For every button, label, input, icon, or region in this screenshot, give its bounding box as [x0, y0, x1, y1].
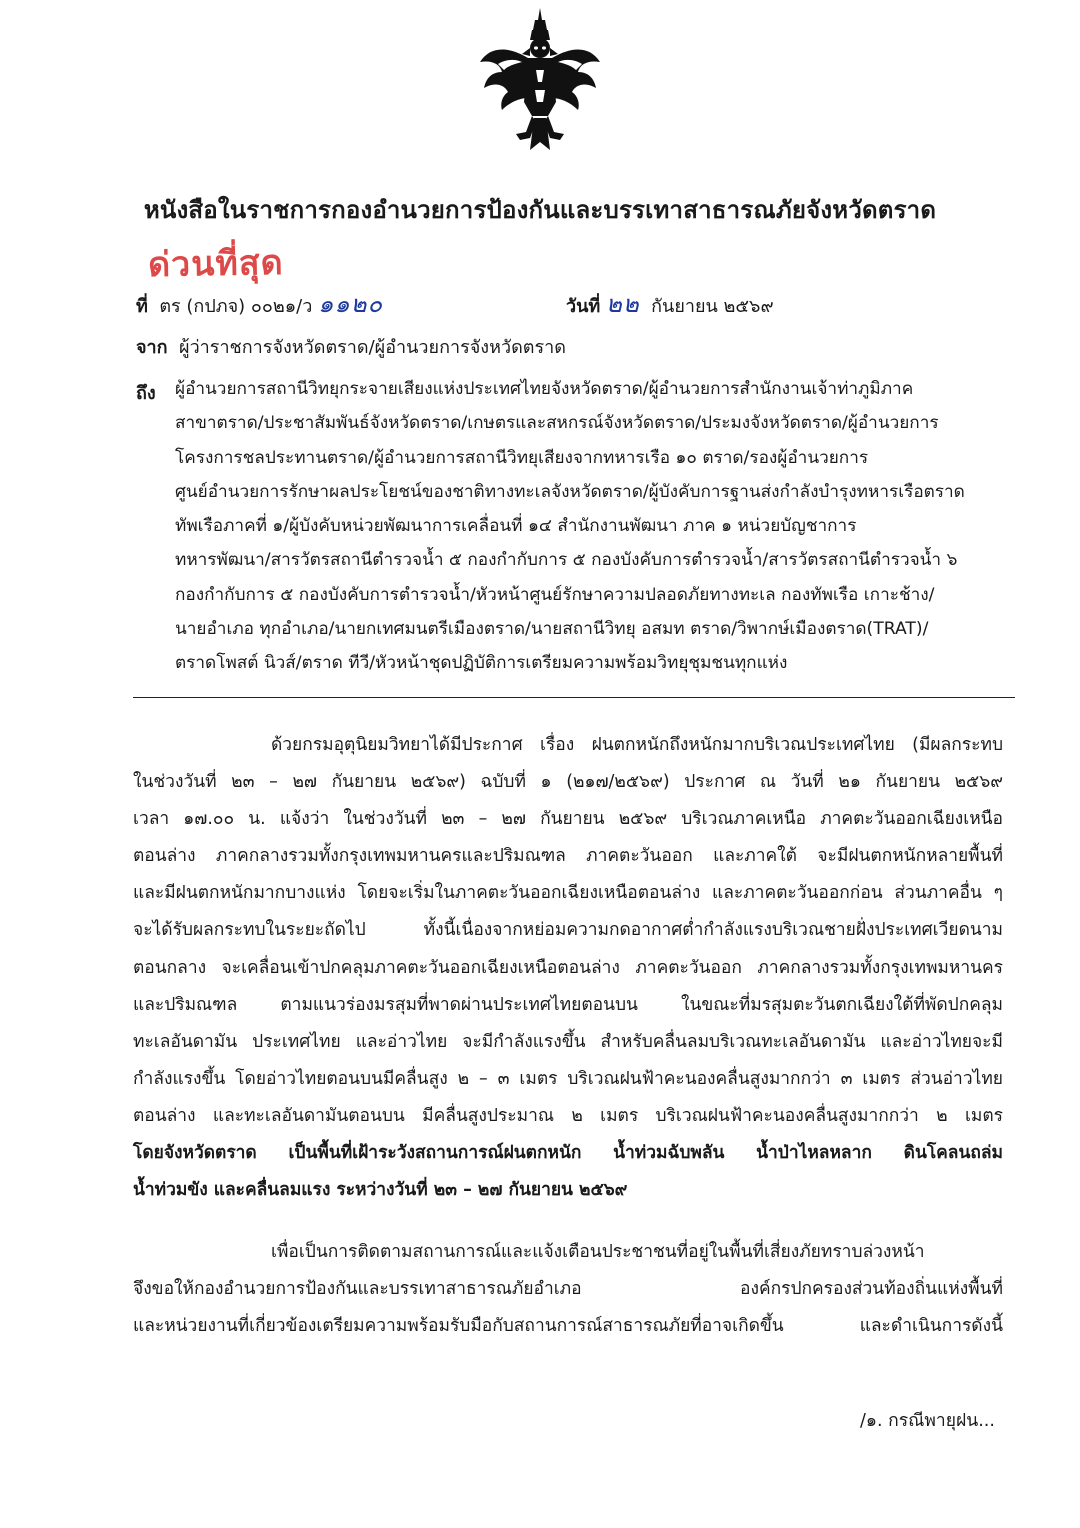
recipient-line: กองกำกับการ ๕ กองบังคับการตำรวจน้ำ/หัวหน้าศูนย์รักษาความปลอดภัยทางทะเล กองทัพเรือ เกาะช้าง/: [175, 584, 935, 605]
paragraph-line: ด้วยกรมอุตุนิยมวิทยาได้มีประกาศ เรื่อง ฝนตกหนักถึงหนักมากบริเวณประเทศไทย (มีผลกระทบ: [271, 735, 1003, 755]
paragraph-line-emphasis: น้ำท่วมขัง และคลื่นลมแรง ระหว่างวันที่ ๒๓ – ๒๗ กันยายน ๒๕๖๙: [133, 1180, 628, 1201]
recipient-line: สาขาตราด/ประชาสัมพันธ์จังหวัดตราด/เกษตรและสหกรณ์จังหวัดตราด/ประมงจังหวัดตราด/ผู้อำนวยการ: [175, 413, 939, 434]
from-value: ผู้ว่าราชการจังหวัดตราด/ผู้อำนวยการจังหวัดตราด: [179, 337, 566, 358]
recipient-list: [175, 372, 1015, 681]
paragraph-line: และปริมณฑล ตามแนวร่องมรสุมที่พาดผ่านประเทศไทยตอนบน ในขณะที่มรสุมตะวันตกเฉียงใต้ที่พัดปกคลุม: [133, 994, 1003, 1015]
paragraph-line: จะได้รับผลกระทบในระยะถัดไป ทั้งนี้เนื่องจากหย่อมความกดอากาศต่ำกำลังแรงบริเวณชายฝั่งประเทศเวียดนาม: [133, 920, 1003, 941]
document-header-title: หนังสือในราชการกองอำนวยการป้องกันและบรรเทาสาธารณภัยจังหวัดตราด: [143, 196, 937, 224]
date-row: [566, 284, 774, 323]
recipient-line: นายอำเภอ ทุกอำเภอ/นายกเทศมนตรีเมืองตราด/นายสถานีวิทยุ อสมท ตราด/วิพากษ์เมืองตราด(TRAT)/: [175, 619, 929, 640]
paragraph-line: ในช่วงวันที่ ๒๓ – ๒๗ กันยายน ๒๕๖๙) ฉบับที่ ๑ (๒๑๗/๒๕๖๙) ประกาศ ณ วันที่ ๒๑ กันยายน ๒๕๖๙: [133, 772, 1003, 793]
date-month-year: กันยายน ๒๕๖๙: [651, 296, 774, 317]
recipient-line: ทหารพัฒนา/สารวัตรสถานีตำรวจน้ำ ๕ กองกำกับการ ๕ กองบังคับการตำรวจน้ำ/สารวัตรสถานีตำรวจน้ำ ๖: [175, 550, 958, 571]
garuda-emblem-icon: [478, 6, 602, 156]
date-label: วันที่: [566, 296, 601, 317]
recipient-line: ผู้อำนวยการสถานีวิทยุกระจายเสียงแห่งประเทศไทยจังหวัดตราด/ผู้อำนวยการสำนักงานเจ้าท่าภูมิภาค: [175, 379, 914, 399]
to-label: ถึง: [136, 383, 156, 404]
reference-label: ที่: [136, 296, 148, 317]
paragraph-line: เวลา ๑๗.๐๐ น. แจ้งว่า ในช่วงวันที่ ๒๓ – ๒๗ กันยายน ๒๕๖๙ บริเวณภาคเหนือ ภาคตะวันออกเฉียงเหนือ: [133, 809, 1003, 830]
from-label: จาก: [136, 337, 168, 358]
continuation-note: /๑. กรณีพายุฝน...: [860, 1411, 995, 1431]
paragraph-line-emphasis: โดยจังหวัดตราด เป็นพื้นที่เฝ้าระวังสถานการณ์ฝนตกหนัก น้ำท่วมฉับพลัน น้ำป่าไหลหลาก ดินโคลนถล่ม: [133, 1143, 1003, 1164]
section-divider: [133, 697, 1015, 698]
body-paragraph-2: [133, 1234, 1003, 1345]
reference-handwritten-number: ๑๑๒๐: [318, 290, 384, 318]
recipient-line: ทัพเรือภาคที่ ๑/ผู้บังคับหน่วยพัฒนาการเคลื่อนที่ ๑๔ สำนักงานพัฒนา ภาค ๑ หน่วยบัญชาการ: [175, 516, 857, 537]
paragraph-line: ตอนล่าง ภาคกลางรวมทั้งกรุงเทพมหานครและปริมณฑล ภาคตะวันออก และภาคใต้ จะมีฝนตกหนักหลายพื้นที่: [133, 846, 1003, 867]
recipient-line: ตราดโพสต์ นิวส์/ตราด ทีวี/หัวหน้าชุดปฏิบัติการเตรียมความพร้อมวิทยุชุมชนทุกแห่ง: [175, 653, 788, 674]
reference-row: [136, 284, 383, 323]
paragraph-line: ทะเลอันดามัน ประเทศไทย และอ่าวไทย จะมีกำลังแรงขึ้น สำหรับคลื่นลมบริเวณทะเลอันดามัน และอ่าวไทยจะมี: [133, 1031, 1003, 1052]
recipient-line: โครงการชลประทานตราด/ผู้อำนวยการสถานีวิทยุเสียงจากทหารเรือ ๑๐ ตราด/รองผู้อำนวยการ: [175, 447, 869, 468]
paragraph-line: ตอนกลาง จะเคลื่อนเข้าปกคลุมภาคตะวันออกเฉียงเหนือตอนล่าง ภาคตะวันออก ภาคกลางรวมทั้งกรุงเทพมหานคร: [133, 957, 1003, 978]
paragraph-line: และหน่วยงานที่เกี่ยวข้องเตรียมความพร้อมรับมือกับสถานการณ์สาธารณภัยที่อาจเกิดขึ้น และดำเนินการดังนี้: [133, 1316, 1003, 1337]
paragraph-line: ตอนล่าง และทะเลอันดามันตอนบน มีคลื่นสูงประมาณ ๒ เมตร บริเวณฝนฟ้าคะนองคลื่นสูงมากกว่า ๒ เมตร: [133, 1105, 1003, 1126]
paragraph-line: เพื่อเป็นการติดตามสถานการณ์และแจ้งเตือนประชาชนที่อยู่ในพื้นที่เสี่ยงภัยทราบล่วงหน้า: [271, 1242, 925, 1262]
paragraph-line: จึงขอให้กองอำนวยการป้องกันและบรรเทาสาธารณภัยอำเภอ องค์กรปกครองส่วนท้องถิ่นแห่งพื้นที่: [133, 1279, 1003, 1300]
body-paragraph-1: [133, 727, 1003, 1209]
reference-printed: ตร (กปภจ) ๐๐๒๑/ว: [159, 296, 313, 317]
paragraph-line: กำลังแรงขึ้น โดยอ่าวไทยตอนบนมีคลื่นสูง ๒ – ๓ เมตร บริเวณฝนฟ้าคะนองคลื่นสูงมากกว่า ๓ เมตร ส่วนอ่าวไทย: [133, 1068, 1003, 1089]
recipient-line: ศูนย์อำนวยการรักษาผลประโยชน์ของชาติทางทะเลจังหวัดตราด/ผู้บังคับการฐานส่งกำลังบำรุงทหารเรือตราด: [175, 481, 965, 502]
from-row: [136, 332, 566, 361]
urgency-stamp: ด่วนที่สุด: [147, 242, 285, 286]
paragraph-line: และมีฝนตกหนักมากบางแห่ง โดยจะเริ่มในภาคตะวันออกเฉียงเหนือตอนล่าง และภาคตะวันออกก่อน ส่วนภาคอื่น ๆ: [133, 883, 1003, 904]
date-handwritten-day: ๒๒: [606, 290, 640, 318]
